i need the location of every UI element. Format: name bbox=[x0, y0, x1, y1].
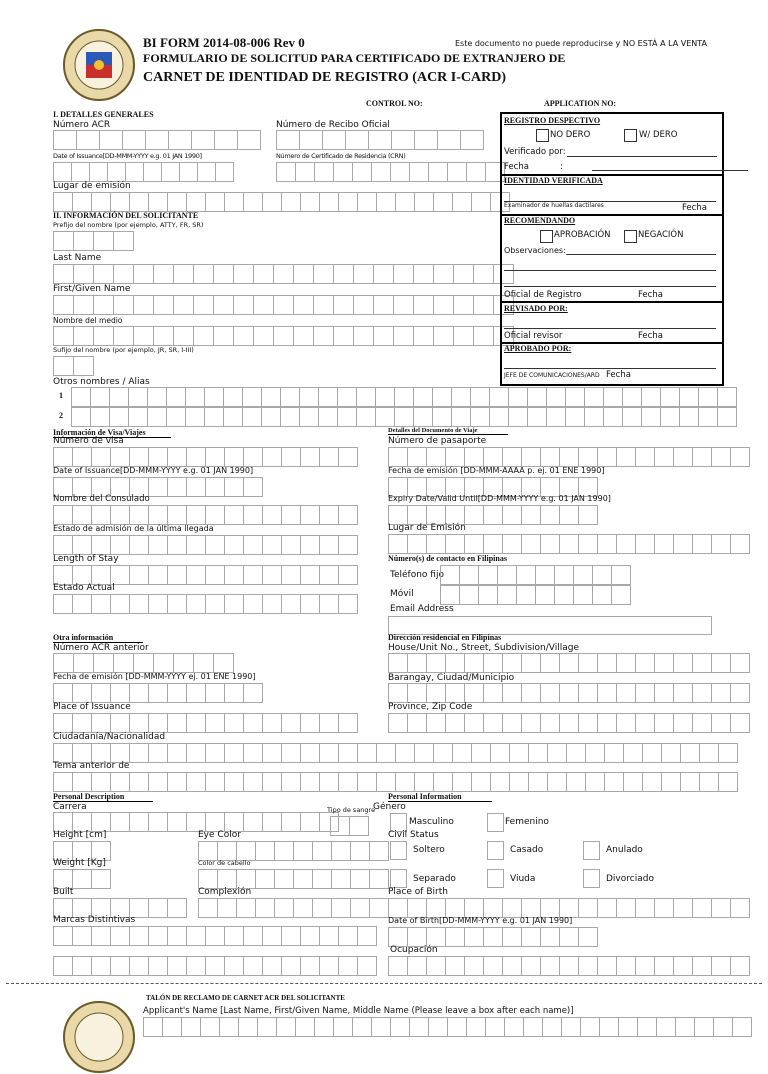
other-info-title: Otra información bbox=[53, 633, 143, 643]
birthdate-field[interactable] bbox=[388, 927, 598, 947]
last-name-field[interactable] bbox=[53, 264, 514, 284]
visa-section-title: Información de Visa/Viajes bbox=[53, 428, 171, 438]
registro-title: REGISTRO DESPECTIVO bbox=[504, 116, 601, 125]
hair-color-label: Color de cabello bbox=[198, 859, 251, 867]
expiry-field[interactable] bbox=[388, 505, 598, 525]
verified-date-colon: : bbox=[560, 162, 563, 172]
w-dero-checkbox[interactable] bbox=[624, 129, 637, 142]
acr-number-label: Número ACR bbox=[53, 120, 111, 130]
civil-status-label: Civil Status bbox=[388, 830, 439, 840]
approved-title: APROBADO POR: bbox=[504, 344, 572, 353]
crn-label: Número de Certificado de Residencia (CRN) bbox=[276, 152, 406, 160]
birthplace-field[interactable] bbox=[388, 898, 750, 918]
denial-checkbox[interactable] bbox=[624, 230, 637, 243]
eye-color-label: Eye Color bbox=[198, 830, 241, 840]
receipt-number-label: Número de Recibo Oficial bbox=[276, 120, 390, 130]
female-label: Femenino bbox=[505, 817, 549, 827]
passport-field[interactable] bbox=[388, 447, 750, 467]
receipt-number-field[interactable] bbox=[276, 130, 484, 150]
barangay-label: Barangay, Ciudad/Municipio bbox=[388, 673, 515, 683]
registrar-date-label: Fecha bbox=[638, 290, 663, 300]
province-label: Province, Zip Code bbox=[388, 702, 473, 712]
place-issue-label: Lugar de emisión bbox=[53, 181, 131, 191]
male-label: Masculino bbox=[409, 817, 454, 827]
stub-name-label: Applicant's Name [Last Name, First/Given Name, Middle Name (Please leave a box after each name)] bbox=[143, 1006, 574, 1016]
career-label: Carrera bbox=[53, 802, 87, 812]
weight-field[interactable] bbox=[53, 869, 111, 889]
chief-date-label: Fecha bbox=[606, 370, 631, 380]
eye-color-field[interactable] bbox=[198, 841, 389, 861]
description-title: Personal Description bbox=[53, 792, 153, 802]
reviewer-date-label: Fecha bbox=[638, 331, 663, 341]
observations-label: Observaciones: bbox=[504, 246, 566, 255]
alias-2-field[interactable] bbox=[71, 407, 737, 427]
chief-label: JEFE DE COMUNICACIONES/ARD bbox=[504, 372, 600, 379]
place-issuance-label: Place of Issuance bbox=[53, 702, 131, 712]
expiry-label: Expiry Date/Valid Until[DD-MMM-YYYY e.g. 01 JAN 1990] bbox=[388, 494, 611, 503]
height-label: Height [cm] bbox=[53, 830, 107, 840]
annulled-checkbox[interactable] bbox=[583, 841, 600, 860]
widow-checkbox[interactable] bbox=[487, 869, 504, 888]
passport-place-label: Lugar de Emisión bbox=[388, 523, 466, 533]
birthplace-label: Place of Birth bbox=[388, 887, 448, 897]
birthdate-label: Date of Birth[DD-MMM-YYYY e.g. 01 JAN 1990] bbox=[388, 916, 573, 925]
separated-label: Separado bbox=[413, 874, 456, 884]
province-field[interactable] bbox=[388, 713, 750, 733]
suffix-label: Sufijo del nombre (por ejemplo, JR, SR, I-III) bbox=[53, 346, 194, 354]
middle-name-field[interactable] bbox=[53, 326, 514, 346]
alias-number-2: 2 bbox=[59, 411, 63, 420]
contact-title: Número(s) de contacto en Filipinas bbox=[388, 554, 507, 563]
landline-field[interactable] bbox=[440, 565, 631, 585]
marks-field-2[interactable] bbox=[53, 956, 377, 976]
cut-line bbox=[6, 983, 762, 984]
weight-label: Weight [Kg] bbox=[53, 858, 106, 868]
female-checkbox[interactable] bbox=[487, 813, 504, 832]
visa-issue-date-label: Date of Issuance[DD-MMM-YYYY e.g. 01 JAN 1990] bbox=[53, 466, 254, 475]
verified-label: Verificado por: bbox=[504, 147, 566, 157]
first-name-label: First/Given Name bbox=[53, 284, 131, 294]
single-checkbox[interactable] bbox=[390, 841, 407, 860]
place-issue-field[interactable] bbox=[53, 192, 510, 212]
landline-label: Teléfono fijo bbox=[390, 570, 444, 580]
admission-label: Estado de admisión de la última llegada bbox=[53, 524, 214, 533]
section-general-title: I. DETALLES GENERALES bbox=[53, 110, 154, 119]
form-title-line2: CARNET DE IDENTIDAD DE REGISTRO (ACR I-CARD) bbox=[143, 70, 507, 85]
blood-type-field[interactable] bbox=[330, 816, 369, 836]
reviewed-title: REVISADO POR: bbox=[504, 304, 568, 313]
divorced-label: Divorciado bbox=[606, 874, 654, 884]
mobile-label: Móvil bbox=[390, 589, 414, 599]
married-checkbox[interactable] bbox=[487, 841, 504, 860]
current-status-label: Estado Actual bbox=[53, 583, 115, 593]
official-use-panel bbox=[500, 112, 724, 386]
prev-topic-field[interactable] bbox=[53, 772, 738, 792]
stub-name-field[interactable] bbox=[143, 1017, 752, 1037]
visa-number-label: Número de visa bbox=[53, 436, 124, 446]
other-names-label: Otros nombres / Alias bbox=[53, 377, 150, 387]
prev-acr-field[interactable] bbox=[53, 653, 234, 673]
prev-topic-label: Tema anterior de bbox=[53, 761, 130, 771]
admission-field[interactable] bbox=[53, 535, 358, 555]
career-field[interactable] bbox=[53, 812, 339, 832]
acr-number-field[interactable] bbox=[53, 130, 261, 150]
widow-label: Viuda bbox=[510, 874, 536, 884]
citizenship-label: Ciudadanía/Nacionalidad bbox=[53, 732, 166, 742]
reproduction-notice: Este documento no puede reproducirse y NO ESTÁ A LA VENTA bbox=[455, 39, 707, 48]
date-issuance-field[interactable] bbox=[53, 162, 234, 182]
approval-checkbox[interactable] bbox=[540, 230, 553, 243]
single-label: Soltero bbox=[413, 845, 445, 855]
control-no-label: CONTROL NO: bbox=[366, 99, 423, 108]
no-dero-label: NO DERO bbox=[550, 130, 591, 140]
examiner-label: Examinador de huellas dactilares bbox=[504, 202, 604, 209]
section-applicant-title: II. INFORMACIÓN DEL SOLICITANTE bbox=[53, 211, 199, 220]
visa-number-field[interactable] bbox=[53, 447, 358, 467]
marks-label: Marcas Distintivas bbox=[53, 915, 136, 925]
prefix-label: Prefijo del nombre (por ejemplo, ATTY, FR, SR) bbox=[53, 221, 204, 229]
form-number: BI FORM 2014-08-006 Rev 0 bbox=[143, 35, 305, 50]
registrar-label: Oficial de Registro bbox=[504, 290, 582, 300]
marks-field-1[interactable] bbox=[53, 926, 377, 946]
stub-seal-icon bbox=[62, 1000, 136, 1074]
passport-place-field[interactable] bbox=[388, 534, 750, 554]
address-title: Dirección residencial en Filipinas bbox=[388, 633, 502, 642]
length-stay-label: Length of Stay bbox=[53, 554, 119, 564]
travel-doc-title: Detalles del Documento de Viaje bbox=[388, 427, 508, 435]
complexion-label: Complexión bbox=[198, 887, 252, 897]
annulled-label: Anulado bbox=[606, 845, 643, 855]
last-name-label: Last Name bbox=[53, 253, 102, 263]
built-label: Built bbox=[53, 887, 74, 897]
divorced-checkbox[interactable] bbox=[583, 869, 600, 888]
other-issue-date-label: Fecha de emisión [DD-MMM-YYYY ej. 01 ENE 1990] bbox=[53, 672, 256, 681]
blood-type-label: Tipo de sangre bbox=[327, 806, 376, 814]
passport-issue-date-label: Fecha de emisión [DD-MMM-AAAA p. ej. 01 ENE 1990] bbox=[388, 466, 605, 475]
place-issuance-field[interactable] bbox=[53, 713, 358, 733]
gender-label: Género bbox=[373, 802, 406, 812]
w-dero-label: W/ DERO bbox=[639, 130, 678, 140]
denial-label: NEGACIÓN bbox=[638, 230, 684, 240]
house-field[interactable] bbox=[388, 653, 750, 673]
married-label: Casado bbox=[510, 845, 544, 855]
reviewer-label: Oficial revisor bbox=[504, 331, 563, 341]
occupation-label: Ocupación bbox=[390, 945, 438, 955]
approval-label: APROBACIÓN bbox=[554, 230, 611, 240]
suffix-field[interactable] bbox=[53, 356, 94, 376]
separated-checkbox[interactable] bbox=[390, 869, 407, 888]
barangay-field[interactable] bbox=[388, 683, 750, 703]
verified-date-label: Fecha bbox=[504, 162, 529, 172]
prefix-field[interactable] bbox=[53, 231, 134, 251]
house-label: House/Unit No., Street, Subdivision/Village bbox=[388, 643, 579, 653]
alias-1-field[interactable] bbox=[71, 387, 737, 407]
form-title-line1: FORMULARIO DE SOLICITUD PARA CERTIFICADO DE EXTRANJERO DE bbox=[143, 51, 566, 65]
bureau-seal-icon bbox=[62, 28, 136, 102]
length-stay-field[interactable] bbox=[53, 565, 358, 585]
crn-field[interactable] bbox=[276, 162, 505, 182]
application-no-label: APPLICATION NO: bbox=[544, 99, 617, 108]
mobile-field[interactable] bbox=[440, 585, 631, 605]
passport-label: Número de pasaporte bbox=[388, 436, 487, 446]
claim-stub-title: TALÓN DE RECLAMO DE CARNET ACR DEL SOLICITANTE bbox=[146, 994, 345, 1002]
identity-title: IDENTIDAD VERIFICADA bbox=[504, 176, 603, 185]
other-issue-date-field[interactable] bbox=[53, 683, 263, 703]
first-name-field[interactable] bbox=[53, 295, 514, 315]
email-label: Email Address bbox=[390, 604, 454, 614]
recommend-title: RECOMENDANDO bbox=[504, 216, 576, 225]
citizenship-field[interactable] bbox=[53, 743, 738, 763]
alias-number-1: 1 bbox=[59, 391, 63, 400]
personal-info-title: Personal Information bbox=[388, 792, 492, 802]
complexion-field[interactable] bbox=[198, 898, 389, 918]
prev-acr-label: Número ACR anterior bbox=[53, 643, 149, 653]
examiner-date-label: Fecha bbox=[682, 203, 707, 213]
hair-color-field[interactable] bbox=[198, 869, 389, 889]
current-status-field[interactable] bbox=[53, 594, 358, 614]
no-dero-checkbox[interactable] bbox=[536, 129, 549, 142]
middle-name-label: Nombre del medio bbox=[53, 316, 123, 325]
consulate-field[interactable] bbox=[53, 505, 358, 525]
occupation-field[interactable] bbox=[388, 956, 750, 976]
date-issuance-label: Date of Issuance[DD-MMM-YYYY e.g. 01 JAN 1990] bbox=[53, 152, 202, 160]
consulate-label: Nombre del Consulado bbox=[53, 494, 150, 504]
